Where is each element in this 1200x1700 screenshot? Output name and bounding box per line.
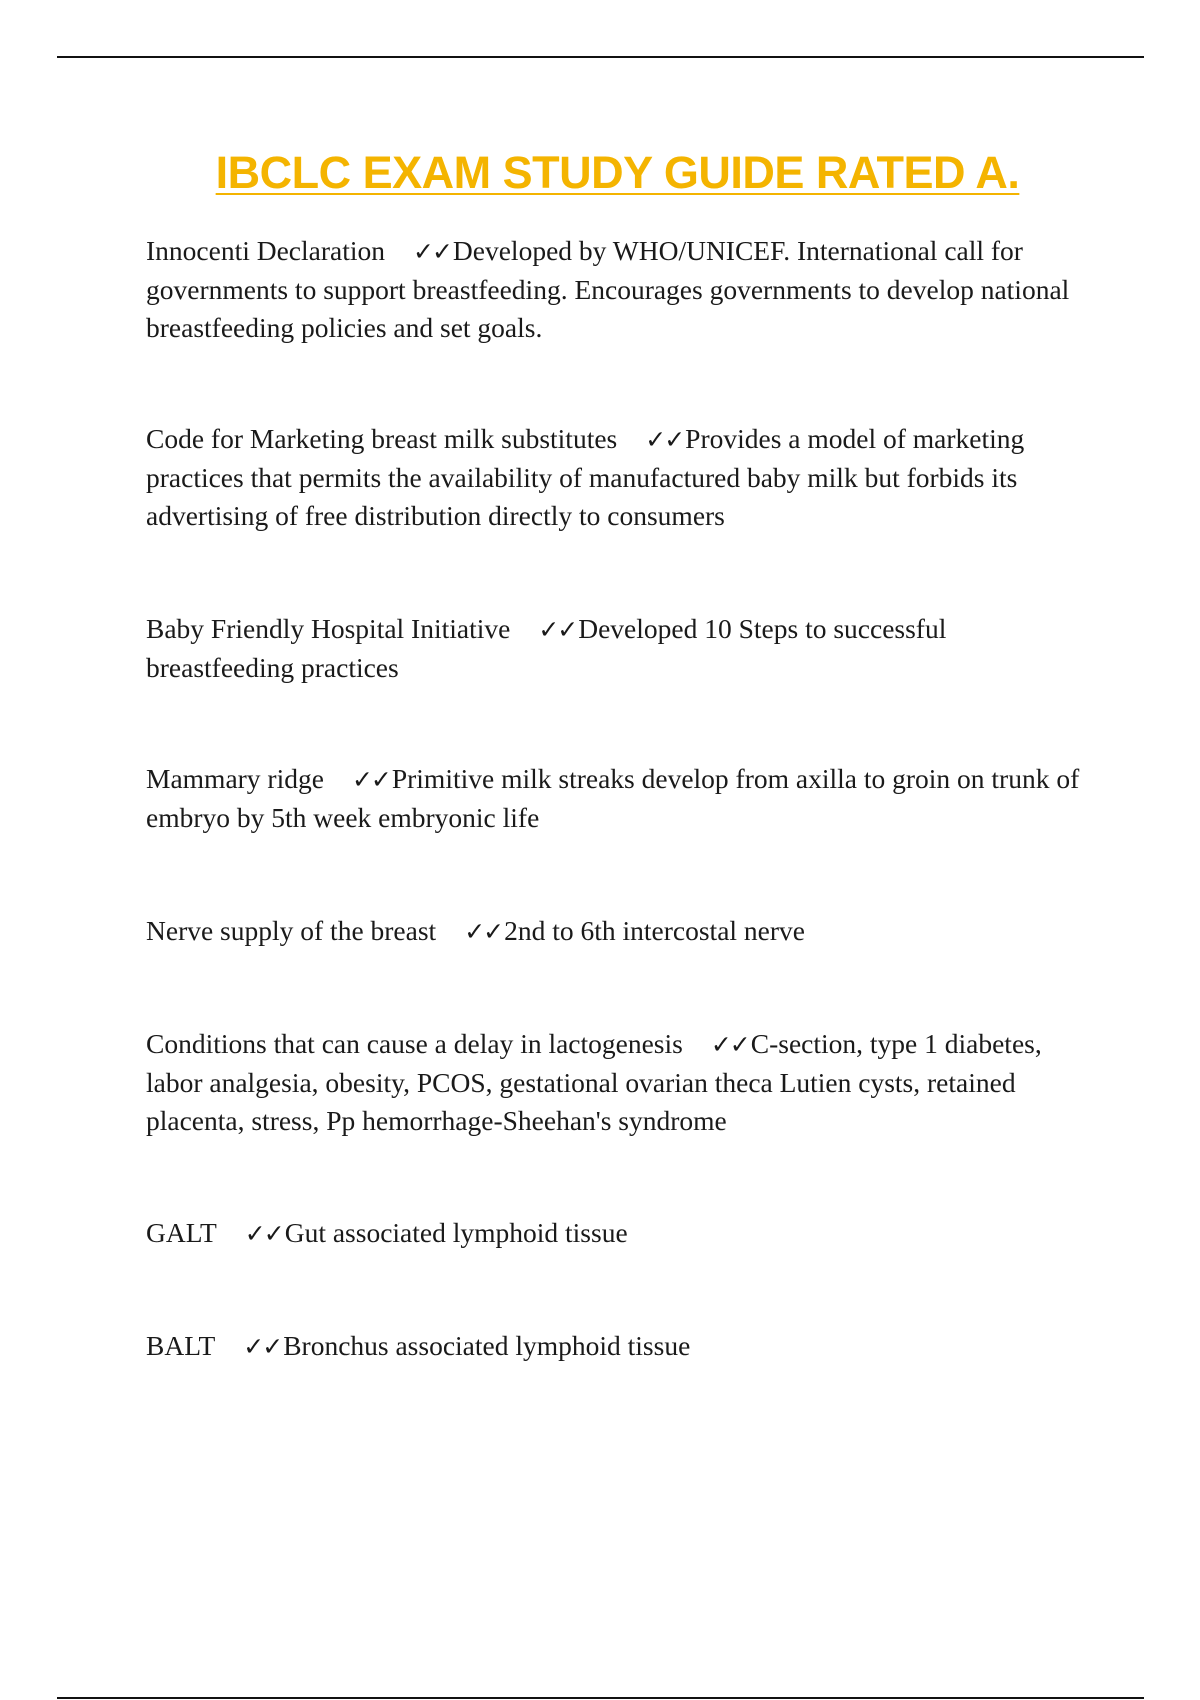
double-check-icon: ✓✓	[710, 1030, 749, 1059]
entry-term: Baby Friendly Hospital Initiative	[146, 613, 511, 644]
entry-definition: Developed 10 Steps to successful breastfeeding practices	[146, 613, 947, 683]
list-item	[146, 912, 805, 951]
entry-definition: 2nd to 6th intercostal nerve	[504, 915, 805, 946]
entry-term: Code for Marketing breast milk substitutes	[146, 423, 618, 454]
bottom-rule	[57, 1697, 1144, 1699]
double-check-icon: ✓✓	[645, 425, 684, 454]
list-item	[146, 1025, 1086, 1140]
double-check-icon: ✓✓	[538, 615, 577, 644]
list-item	[146, 232, 1086, 347]
entry-definition: Provides a model of marketing practices that permits the availability of manufactured baby milk but forbids its advertising of free distribution directly to consumers	[146, 423, 1025, 531]
double-check-icon: ✓✓	[464, 917, 503, 946]
entry-term: Mammary ridge	[146, 763, 324, 794]
page-title	[0, 147, 1200, 198]
entry-term: BALT	[146, 1330, 216, 1361]
entry-term: Nerve supply of the breast	[146, 915, 437, 946]
double-check-icon: ✓✓	[351, 765, 390, 794]
list-item	[146, 420, 1086, 535]
entry-definition: Gut associated lymphoid tissue	[284, 1217, 628, 1248]
entry-definition: Bronchus associated lymphoid tissue	[283, 1330, 691, 1361]
page-title-text: IBCLC EXAM STUDY GUIDE RATED A.	[215, 147, 1020, 198]
entry-term: Innocenti Declaration	[146, 235, 385, 266]
double-check-icon: ✓✓	[243, 1332, 282, 1361]
double-check-icon: ✓✓	[413, 237, 451, 266]
entry-term: Conditions that can cause a delay in lactogenesis	[146, 1028, 683, 1059]
entry-definition: Primitive milk streaks develop from axilla to groin on trunk of embryo by 5th week embryonic life	[146, 763, 1080, 833]
list-item	[146, 760, 1086, 837]
list-item	[146, 1214, 628, 1253]
list-item	[146, 1327, 690, 1366]
top-rule	[57, 56, 1144, 58]
double-check-icon: ✓✓	[244, 1219, 283, 1248]
entry-term: GALT	[146, 1217, 217, 1248]
entry-definition: Developed by WHO/UNICEF. International call for governments to support breastfeeding. Encourages governments to develop national breastfeeding policies and set goals.	[146, 235, 1070, 343]
entry-definition: C-section, type 1 diabetes, labor analgesia, obesity, PCOS, gestational ovarian theca Lutien cysts, retained placenta, stress, Pp hemorrhage-Sheehan's syndrome	[146, 1028, 1042, 1136]
list-item	[146, 610, 1086, 687]
